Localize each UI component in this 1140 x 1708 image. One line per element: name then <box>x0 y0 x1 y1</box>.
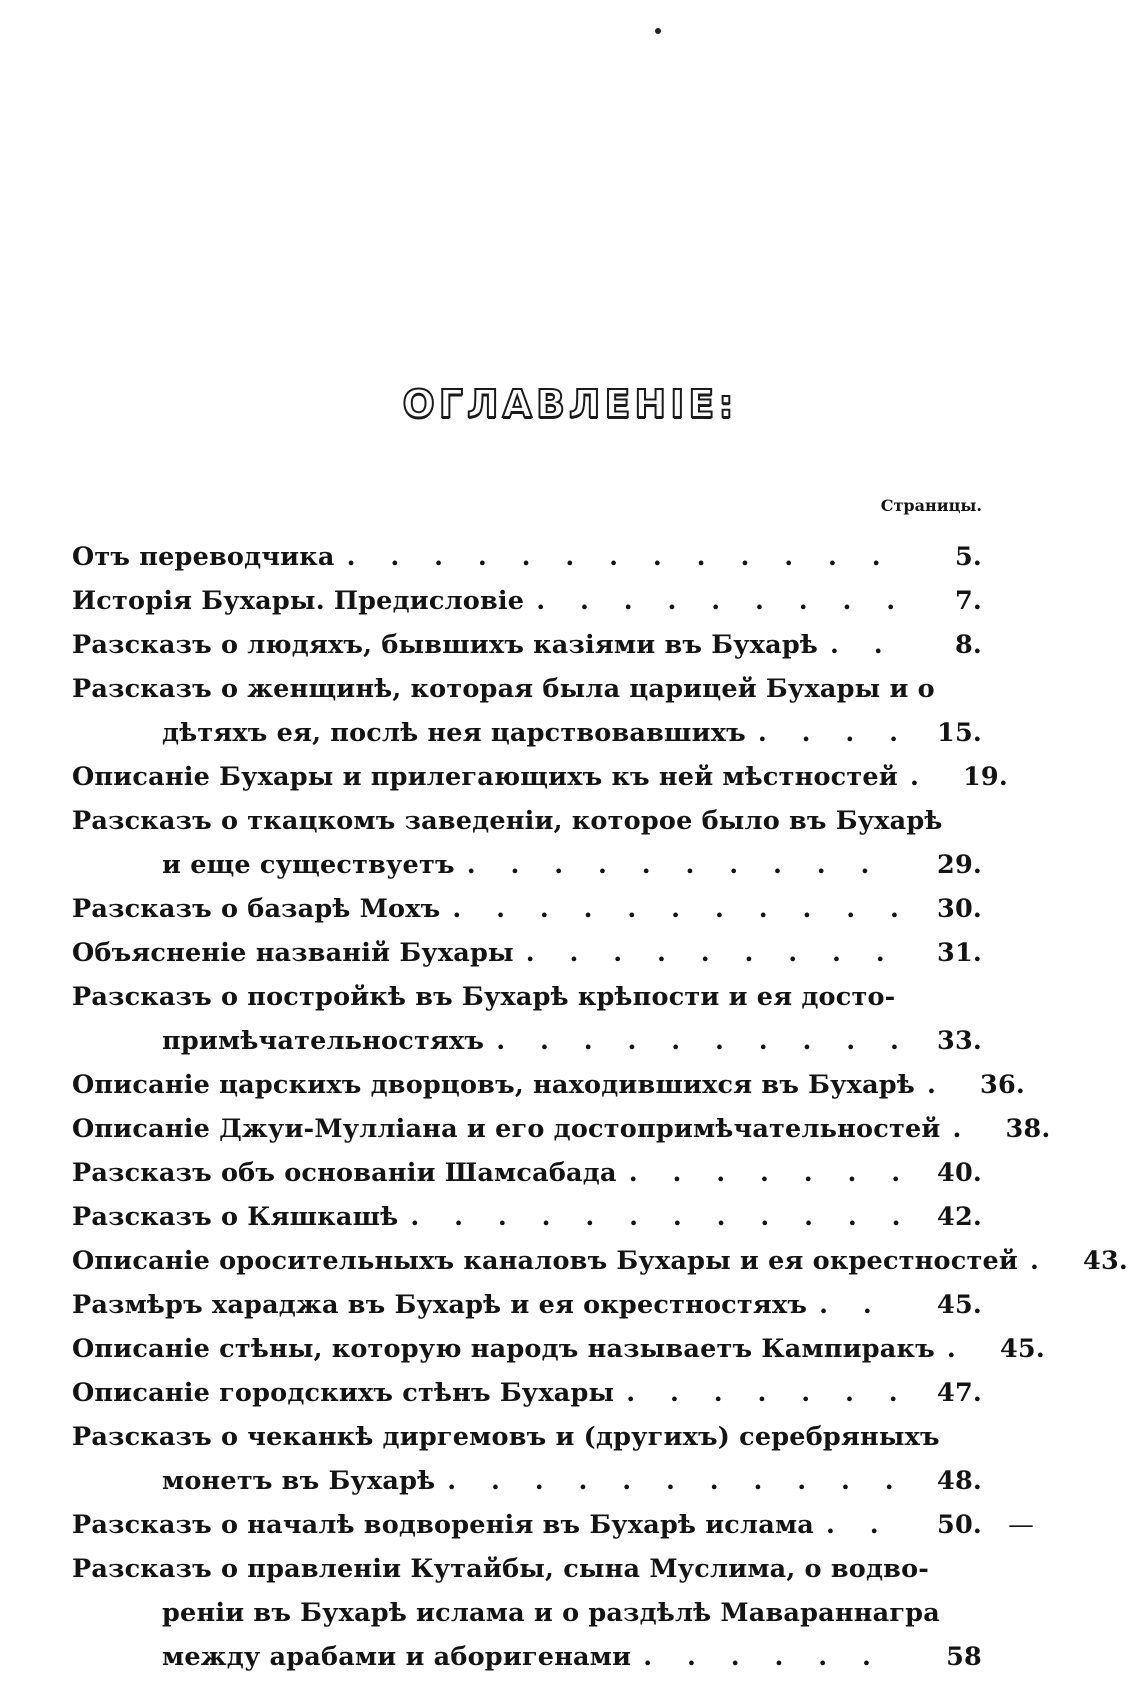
toc-entry-line <box>72 623 982 667</box>
toc-entry-line <box>72 1063 1025 1107</box>
toc-entry-text: Описаніе городскихъ стѣнъ Бухары <box>72 1378 615 1408</box>
dot-leader <box>941 1107 973 1151</box>
print-speck <box>655 28 661 34</box>
toc-entry-line <box>72 1503 982 1547</box>
toc-page-number: 31. <box>937 938 982 968</box>
toc-page-number: 8. <box>954 630 982 660</box>
toc-page-number: 42. <box>937 1202 982 1232</box>
dot-leader <box>915 1063 947 1107</box>
dot-leader <box>807 1283 904 1327</box>
toc-page-number: 5. <box>954 542 982 572</box>
toc-entry-line <box>72 1547 982 1591</box>
toc-entry-line <box>72 799 982 843</box>
toc-entry <box>72 623 982 667</box>
toc-entry <box>72 1195 982 1239</box>
toc-entry-continuation <box>72 1019 982 1063</box>
dot-leader <box>617 1151 904 1195</box>
toc-entry-continuation <box>72 843 982 887</box>
toc-entry-line <box>72 1283 982 1327</box>
toc-entry <box>72 1063 1025 1107</box>
toc-entry <box>72 755 1008 799</box>
toc-entry-line <box>72 1151 982 1195</box>
toc-entry <box>72 1503 1034 1547</box>
dot-leader <box>746 711 904 755</box>
toc-entry <box>72 887 982 931</box>
toc-entry <box>72 1151 982 1195</box>
toc-entry <box>72 1371 982 1415</box>
toc-page-number: 45. <box>999 1334 1045 1364</box>
toc-entry-text: Описаніе стѣны, которую народъ называетъ Кампиракъ <box>72 1334 935 1364</box>
toc-entry <box>72 579 982 623</box>
dot-leader <box>935 1327 967 1371</box>
toc-entry-text: и еще существуетъ <box>162 850 455 880</box>
dot-leader <box>631 1635 904 1679</box>
toc-entry-line <box>72 1415 982 1459</box>
toc-entry-text: Отъ переводчика <box>72 542 335 572</box>
toc-page-number: 43. <box>1083 1246 1129 1276</box>
toc-page-number: 36. <box>980 1070 1025 1100</box>
toc-entry <box>72 799 982 887</box>
toc-page-number: 58 <box>946 1642 982 1672</box>
toc-entry-text: Размѣръ хараджа въ Бухарѣ и ея окрестностяхъ <box>72 1290 808 1320</box>
toc-entry-text: Разсказъ о чеканкѣ диргемовъ и (другихъ) серебряныхъ <box>72 1422 940 1452</box>
toc-page-number: 38. <box>1005 1114 1051 1144</box>
toc-entry-line <box>72 1107 1051 1151</box>
toc-entry-text: между арабами и аборигенами <box>162 1642 632 1672</box>
toc-entry <box>72 1283 982 1327</box>
toc-entry-text: Разсказъ о ткацкомъ заведеніи, которое было въ Бухарѣ <box>72 806 943 836</box>
dot-leader <box>455 843 904 887</box>
toc-entry <box>72 975 982 1063</box>
toc-entry-text: Описаніе оросительныхъ каналовъ Бухары и ея окрестностей <box>72 1246 1019 1276</box>
page-title: ОГЛАВЛЕНІЕ: <box>402 382 738 426</box>
toc-entry <box>72 535 982 579</box>
toc-entry-continuation <box>72 1591 982 1635</box>
toc-entry-text: Объясненіе названій Бухары <box>72 938 514 968</box>
dot-leader <box>814 1503 904 1547</box>
toc-entry-continuation <box>72 1459 982 1503</box>
toc-entry-line <box>72 667 982 711</box>
pages-column-header: Страницы. <box>880 496 982 515</box>
toc-entry-line <box>72 1195 982 1239</box>
toc-entry-text: примѣчательностяхъ <box>162 1026 485 1056</box>
toc-entry-line <box>72 931 982 975</box>
toc-entry-text: дѣтяхъ ея, послѣ нея царствовавшихъ <box>162 718 746 748</box>
dot-leader <box>898 755 930 799</box>
dot-leader <box>614 1371 904 1415</box>
toc-page-number: 45. <box>937 1290 982 1320</box>
toc-page-number: 7. <box>954 586 982 616</box>
toc-entry <box>72 1327 1045 1371</box>
toc-entry-line <box>72 975 982 1019</box>
toc-entry-line <box>72 1371 982 1415</box>
dot-leader <box>484 1019 904 1063</box>
toc-entry-line <box>72 579 982 623</box>
dot-leader <box>398 1195 904 1239</box>
dot-leader <box>818 623 904 667</box>
toc-page-number: 40. <box>937 1158 982 1188</box>
toc-entry-text: Разсказъ о женщинѣ, которая была царицей Бухары и о <box>72 674 935 704</box>
dot-leader <box>335 535 904 579</box>
toc-entry-continuation <box>72 1635 982 1679</box>
toc-page-number: 19. <box>962 762 1008 792</box>
dot-leader <box>1018 1239 1050 1283</box>
dot-leader <box>514 931 904 975</box>
toc-page-number: 33. <box>937 1026 982 1056</box>
dot-leader <box>524 579 904 623</box>
toc-page-number: 47. <box>937 1378 982 1408</box>
toc-page-number: 48. <box>937 1466 982 1496</box>
toc-entry-line <box>72 755 1008 799</box>
toc-entry-text: Исторія Бухары. Предисловіе <box>72 586 525 616</box>
toc-entry-line <box>72 887 982 931</box>
toc-page-number: 30. <box>937 894 982 924</box>
toc-entry-line <box>72 535 982 579</box>
toc-entry-text: монетъ въ Бухарѣ <box>162 1466 436 1496</box>
toc-entry-text: Описаніе Бухары и прилегающихъ къ ней мѣстностей <box>72 762 898 792</box>
toc-entry-text: Разсказъ о Кяшкашѣ <box>72 1202 399 1232</box>
toc-entry-text: Разсказъ о постройкѣ въ Бухарѣ крѣпости и ея досто- <box>72 982 896 1012</box>
toc-page-number: 29. <box>937 850 982 880</box>
toc-entry <box>72 1107 1051 1151</box>
table-of-contents <box>72 535 1129 1679</box>
toc-entry <box>72 1239 1129 1283</box>
toc-entry <box>72 1547 982 1679</box>
toc-entry-text: Разсказъ о базарѣ Мохъ <box>72 894 441 924</box>
toc-page-number: 15. <box>937 718 982 748</box>
dot-leader <box>435 1459 904 1503</box>
toc-page-number: 50. <box>937 1510 982 1540</box>
toc-entry-line <box>72 1327 1045 1371</box>
toc-entry-text: Разсказъ о правленіи Кутайбы, сына Муслима, о водво- <box>72 1554 930 1584</box>
toc-entry-text: Разсказъ о людяхъ, бывшихъ казіями въ Бухарѣ <box>72 630 818 660</box>
toc-entry-text: Описаніе Джуи-Мулліана и его достопримѣчательностей <box>72 1114 941 1144</box>
toc-entry <box>72 667 982 755</box>
dot-leader <box>440 887 904 931</box>
margin-mark: — <box>1008 1510 1034 1540</box>
toc-entry-text: Описаніе царскихъ дворцовъ, находившихся въ Бухарѣ <box>72 1070 915 1100</box>
toc-entry-line <box>72 1239 1129 1283</box>
toc-entry-text: Разсказъ объ основаніи Шамсабада <box>72 1158 617 1188</box>
toc-entry-text: реніи въ Бухарѣ ислама и о раздѣлѣ Мавараннагра <box>162 1598 940 1628</box>
toc-entry-continuation <box>72 711 982 755</box>
toc-entry-text: Разсказъ о началѣ водворенія въ Бухарѣ ислама <box>72 1510 815 1540</box>
toc-entry <box>72 931 982 975</box>
toc-entry <box>72 1415 982 1503</box>
